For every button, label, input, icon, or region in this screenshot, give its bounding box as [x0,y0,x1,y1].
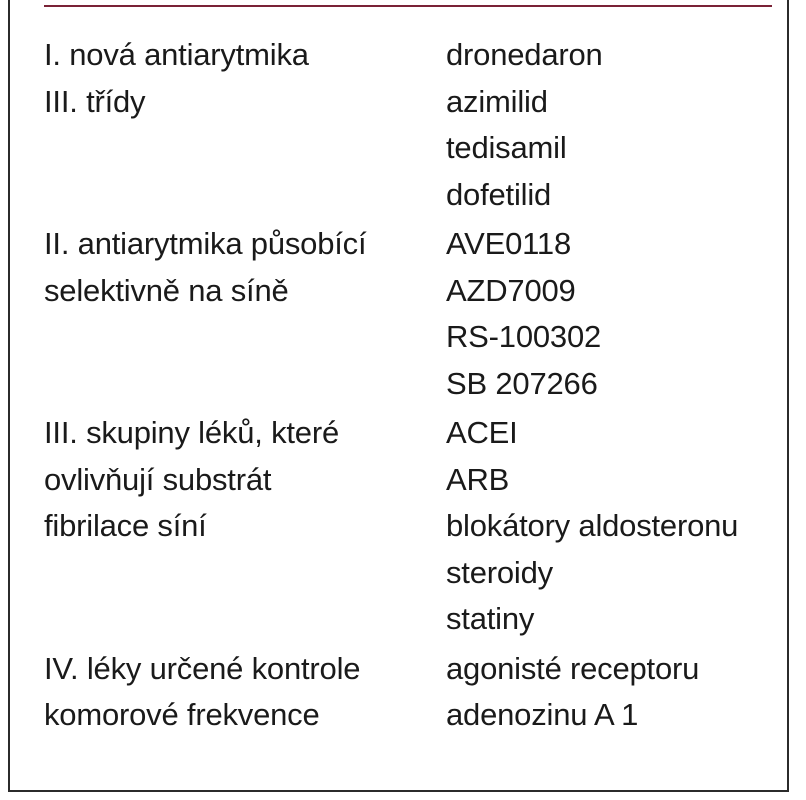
drug-item: RS-100302 [446,319,602,354]
drugs-cell [446,32,784,218]
category-cell [44,221,446,407]
drug-item: AVE0118 [446,226,571,261]
drug-item: tedisamil [446,130,567,165]
category-line: selektivně na síně [44,272,289,308]
table-row [44,646,784,739]
drug-item: agonisté receptoru [446,650,700,686]
drug-item: ARB [446,461,510,497]
category-line: ovlivňují substrát [44,461,272,497]
category-line: fibrilace síní [44,508,207,543]
table-row [44,32,784,218]
drug-item: statiny [446,601,535,636]
category-line: komorové frekvence [44,697,320,732]
category-line: III. skupiny léků, které [44,415,339,450]
drug-item: AZD7009 [446,272,576,308]
drug-item: ACEI [446,415,518,450]
drug-item: blokátory aldosteronu [446,508,739,543]
top-rule [44,5,772,7]
drugs-cell [446,646,784,739]
table-frame [8,0,789,792]
drug-item: SB 207266 [446,365,598,401]
drug-item: adenozinu A 1 [446,697,639,732]
drug-item: dronedaron [446,37,603,72]
drugs-cell [446,221,784,407]
drug-table [44,32,784,739]
drugs-cell [446,410,784,643]
drug-item: steroidy [446,554,553,590]
category-cell [44,32,446,218]
category-cell [44,410,446,643]
drug-item: dofetilid [446,176,552,212]
table-row [44,221,784,407]
drug-item: azimilid [446,83,548,119]
category-line: II. antiarytmika působící [44,226,367,261]
table-row [44,410,784,643]
category-line: III. třídy [44,83,146,119]
category-line: I. nová antiarytmika [44,37,309,72]
category-cell [44,646,446,739]
category-line: IV. léky určené kontrole [44,650,361,686]
